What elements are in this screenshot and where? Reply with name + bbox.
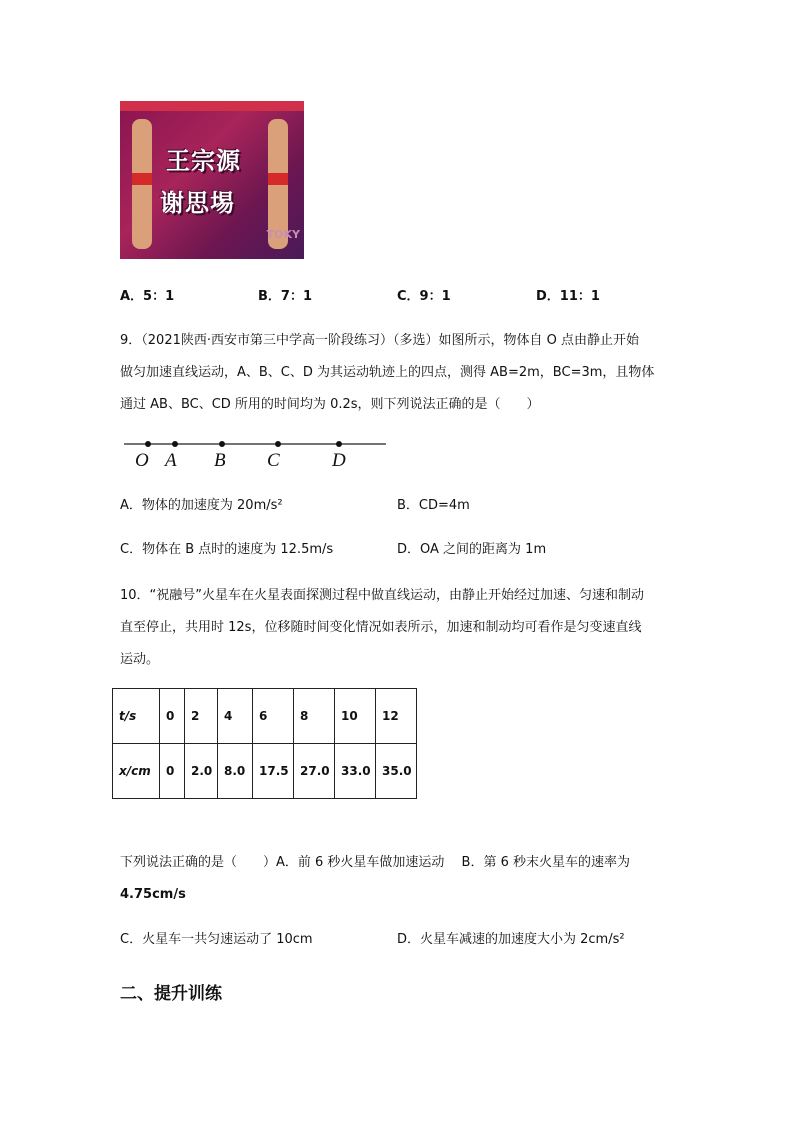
q8-option-b: B．7：1 bbox=[258, 289, 312, 304]
section-title: 二、提升训练 bbox=[120, 984, 222, 1004]
q8-option-a: A．5：1 bbox=[120, 289, 175, 304]
q8-option-d: D．11：1 bbox=[536, 289, 600, 304]
table-cell: 35.0 bbox=[376, 744, 417, 799]
point-b-label: B bbox=[214, 450, 226, 471]
table-cell: 4 bbox=[218, 689, 253, 744]
q9-option-b: B．CD=4m bbox=[397, 498, 470, 513]
table-row-time bbox=[113, 689, 417, 744]
table-cell: 17.5 bbox=[253, 744, 294, 799]
photo-corner-text: TOKY bbox=[266, 228, 300, 241]
table-head-displacement: x/cm bbox=[113, 744, 160, 799]
photo-caption-line2: 谢思埸 bbox=[160, 189, 235, 217]
q10-stem-line1: 10．“祝融号”火星车在火星表面探测过程中做直线运动，由静止开始经过加速、匀速和制动 bbox=[120, 588, 645, 603]
q10-stem-line3: 运动。 bbox=[120, 652, 160, 667]
q9-option-c: C．物体在 B 点时的速度为 12.5m/s bbox=[120, 542, 334, 557]
table-cell: 6 bbox=[253, 689, 294, 744]
q10-question-line1: 下列说法正确的是（ ）A．前 6 秒火星车做加速运动 B．第 6 秒末火星车的速率为 bbox=[120, 855, 631, 870]
table-cell: 8 bbox=[294, 689, 335, 744]
point-d-dot bbox=[336, 441, 342, 447]
table-cell: 12 bbox=[376, 689, 417, 744]
q10-stem-line2: 直至停止，共用时 12s，位移随时间变化情况如表所示，加速和制动均可看作是匀变速直线 bbox=[120, 620, 642, 635]
table-row-displacement bbox=[113, 744, 417, 799]
divers-photo bbox=[120, 101, 304, 259]
table-cell: 2.0 bbox=[185, 744, 218, 799]
point-a-label: A bbox=[165, 450, 177, 471]
q9-stem-line1: 9．（2021陕西·西安市第三中学高一阶段练习）（多选）如图所示，物体自 O 点由静止开始 bbox=[120, 333, 639, 348]
table-cell: 27.0 bbox=[294, 744, 335, 799]
q10-displacement-table bbox=[112, 688, 417, 799]
q9-track-diagram bbox=[118, 432, 390, 472]
point-c-label: C bbox=[267, 450, 280, 471]
table-head-time: t/s bbox=[113, 689, 160, 744]
photo-caption-line1: 王宗源 bbox=[166, 147, 241, 175]
point-c-dot bbox=[275, 441, 281, 447]
point-b-dot bbox=[219, 441, 225, 447]
q8-option-c: C．9：1 bbox=[397, 289, 451, 304]
photo-top-stripe bbox=[120, 101, 304, 111]
q9-option-d: D．OA 之间的距离为 1m bbox=[397, 542, 547, 557]
point-a-dot bbox=[172, 441, 178, 447]
point-o-dot bbox=[145, 441, 151, 447]
table-cell: 2 bbox=[185, 689, 218, 744]
point-o-label: O bbox=[135, 450, 149, 471]
diver-left bbox=[132, 119, 152, 249]
q9-option-a: A．物体的加速度为 20m/s² bbox=[120, 498, 283, 513]
table-cell: 0 bbox=[160, 689, 185, 744]
q9-stem-line2: 做匀加速直线运动，A、B、C、D 为其运动轨迹上的四点，测得 AB=2m，BC=3m，且物体 bbox=[120, 365, 655, 380]
point-d-label: D bbox=[332, 450, 346, 471]
table-cell: 10 bbox=[335, 689, 376, 744]
q10-option-c: C．火星车一共匀速运动了 10cm bbox=[120, 932, 313, 947]
table-cell: 8.0 bbox=[218, 744, 253, 799]
q10-option-d: D．火星车减速的加速度大小为 2cm/s² bbox=[397, 932, 625, 947]
q9-stem-line3: 通过 AB、BC、CD 所用的时间均为 0.2s，则下列说法正确的是（ ） bbox=[120, 397, 540, 412]
table-cell: 33.0 bbox=[335, 744, 376, 799]
q10-question-line2: 4.75cm/s bbox=[120, 887, 186, 902]
table-cell: 0 bbox=[160, 744, 185, 799]
